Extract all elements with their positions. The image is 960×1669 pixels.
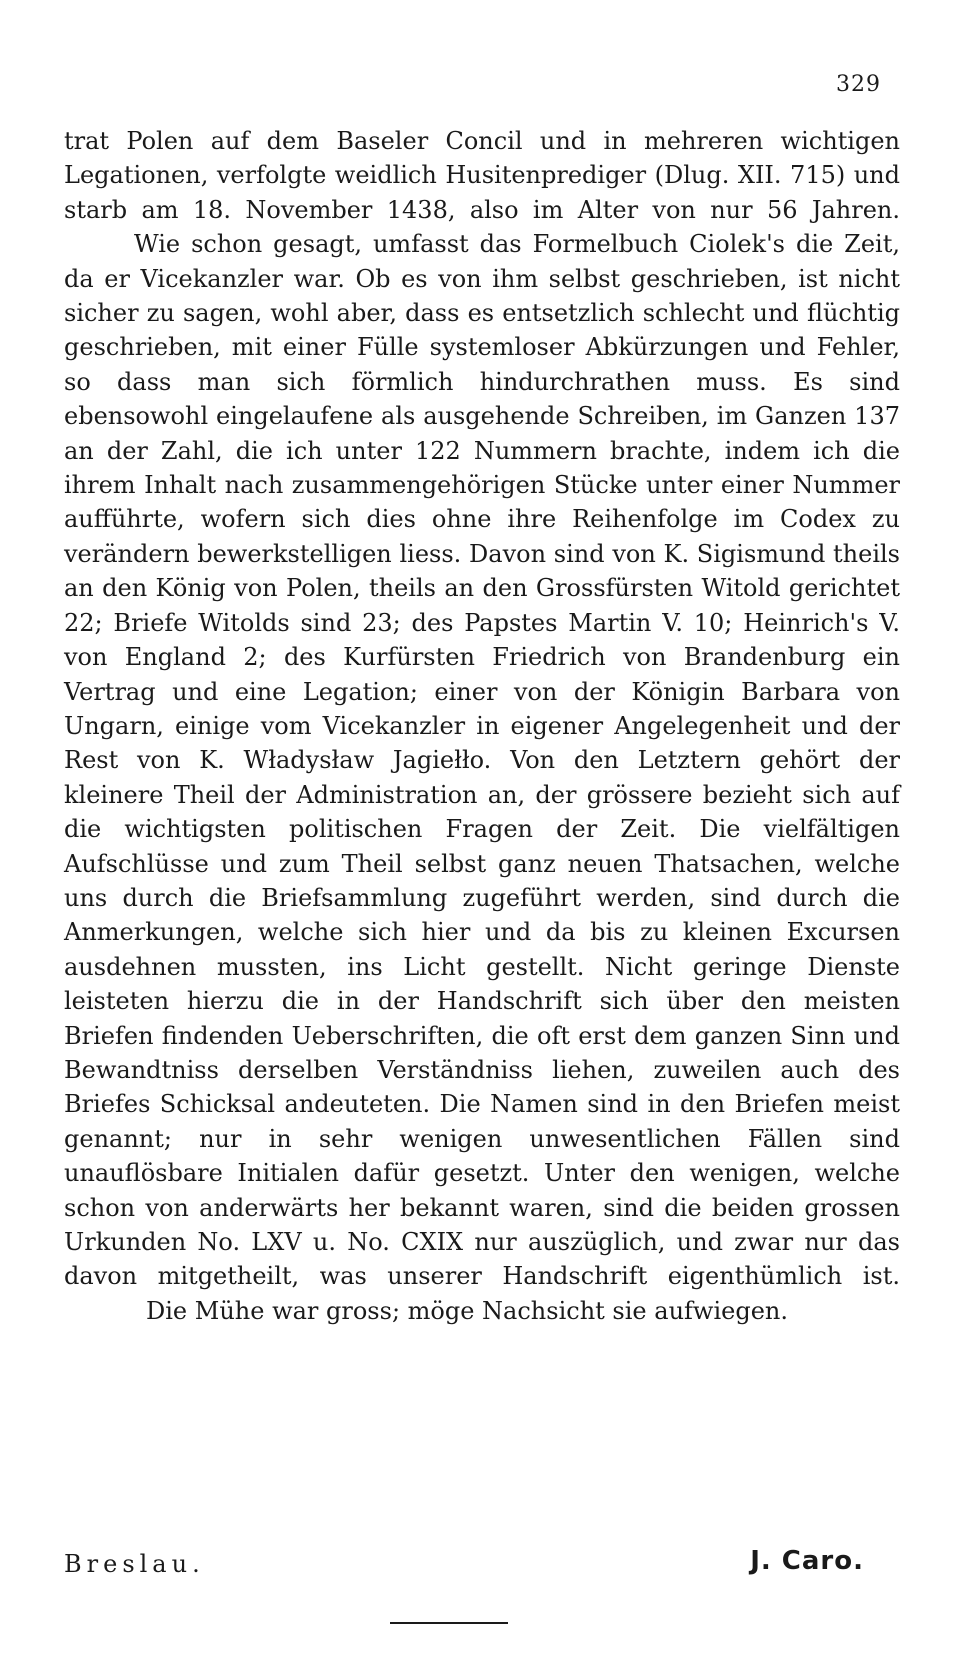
paragraph-continuation: trat Polen auf dem Baseler Concil und in mehreren wichtigen Legationen, verfolgte weidlich Husitenprediger (Dlug. XII. 715) und starb am 18. November 1438, also im Alter von nur 56 Jahren.	[64, 127, 900, 224]
author-signature: J. Caro.	[750, 1546, 864, 1576]
body-text	[64, 124, 900, 1328]
paragraph-formelbuch: Wie schon gesagt, umfasst das Formelbuch Ciolek's die Zeit, da er Vicekanzler war. Ob es von ihm selbst geschrieben, ist nicht sicher zu sagen, wohl aber, dass es entsetzlich schlecht und flüchtig geschrieben, mit einer Fülle systemloser Abkürzungen und Fehler, so dass man sich förmlich hindurchrathen muss. Es sind ebensowohl eingelaufene als ausgehende Schreiben, im Ganzen 137 an der Zahl, die ich unter 122 Nummern brachte, indem ich die ihrem Inhalt nach zusammengehörigen Stücke unter einer Nummer aufführte, wofern sich dies ohne ihre Reihenfolge im Codex zu verändern bewerkstelligen liess. Davon sind von K. Sigismund theils an den König von Polen, theils an den Grossfürsten Witold gerichtet 22; Briefe Witolds sind 23; des Papstes Martin V. 10; Heinrich's V. von England 2; des Kurfürsten Friedrich von Brandenburg ein Vertrag und eine Legation; einer von der Königin Barbara von Ungarn, einige vom Vicekanzler in eigener Angelegenheit und der Rest von K. Władysław Jagiełło. Von den Letztern gehört der kleinere Theil der Administration an, der grössere bezieht sich auf die wichtigsten politischen Fragen der Zeit. Die vielfältigen Aufschlüsse und zum Theil selbst ganz neuen Thatsachen, welche uns durch die Briefsammlung zugeführt werden, sind durch die Anmerkungen, welche sich hier und da bis zu kleinen Excursen ausdehnen mussten, ins Licht gestellt. Nicht geringe Dienste leisteten hierzu die in der Handschrift sich über den meisten Briefen findenden Ueberschriften, die oft erst dem ganzen Sinn und Bewandtniss derselben Verständniss liehen, zuweilen auch des Briefes Schicksal andeuteten. Die Namen sind in den Briefen meist genannt; nur in sehr wenigen unwesentlichen Fällen sind unauflösbare Initialen dafür gesetzt. Unter den wenigen, welche schon von anderwärts her bekannt waren, sind die beiden grossen Urkunden No. LXV u. No. CXIX nur auszüglich, und zwar nur das davon mitgetheilt, was unserer Handschrift eigenthümlich ist.	[64, 230, 900, 1291]
closing-sentence: Die Mühe war gross; möge Nachsicht sie aufwiegen.	[146, 1296, 788, 1325]
place-name: Breslau.	[64, 1550, 205, 1578]
end-divider	[390, 1622, 508, 1624]
page-number: 329	[836, 72, 881, 97]
